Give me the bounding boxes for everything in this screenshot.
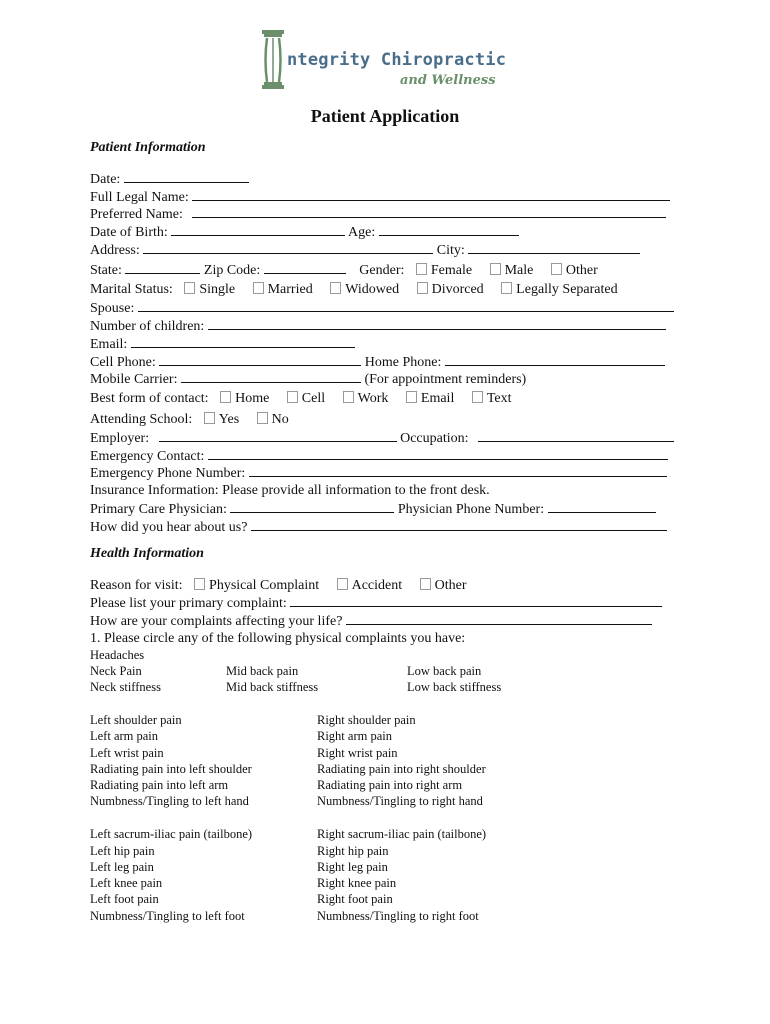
children-row: Number of children: bbox=[90, 317, 682, 335]
complaint-item[interactable]: Right knee pain bbox=[317, 876, 397, 890]
contact-row: Best form of contact: Home Cell Work Email Text bbox=[90, 391, 512, 406]
complaint-item[interactable]: Low back pain bbox=[407, 664, 482, 678]
date-field[interactable] bbox=[124, 170, 249, 183]
gender-male-checkbox[interactable] bbox=[490, 263, 501, 275]
preferred-name-field[interactable] bbox=[192, 205, 666, 218]
dob-row: Date of Birth: Age: bbox=[90, 223, 682, 241]
complaint-item[interactable]: Numbness/Tingling to left foot bbox=[90, 909, 245, 923]
heard-row: How did you hear about us? bbox=[90, 518, 682, 536]
spouse-row: Spouse: bbox=[90, 299, 682, 317]
page-title: Patient Application bbox=[310, 106, 460, 126]
emergency-phone-row: Emergency Phone Number: bbox=[90, 464, 682, 482]
insurance-row: Insurance Information: Please provide all information to the front desk. bbox=[90, 483, 490, 498]
complaint-item[interactable]: Mid back stiffness bbox=[226, 680, 319, 694]
occupation-field[interactable] bbox=[478, 429, 674, 442]
marital-divorced-checkbox[interactable] bbox=[417, 282, 428, 294]
pcp-field[interactable] bbox=[230, 500, 394, 513]
circle-instruction: 1. Please circle any of the following physical complaints you have: bbox=[90, 631, 466, 646]
school-yes-checkbox[interactable] bbox=[204, 412, 215, 424]
complaint-item[interactable]: Left sacrum-iliac pain (tailbone) bbox=[90, 827, 253, 841]
logo-subtitle: and Wellness bbox=[400, 73, 496, 88]
complaint-item[interactable]: Right wrist pain bbox=[317, 746, 398, 760]
visit-physical-checkbox[interactable] bbox=[194, 578, 205, 590]
complaint-item[interactable]: Left knee pain bbox=[90, 876, 163, 890]
complaint-item[interactable]: Left arm pain bbox=[90, 729, 159, 743]
visit-other-checkbox[interactable] bbox=[420, 578, 431, 590]
address-field[interactable] bbox=[143, 241, 433, 254]
complaint-item[interactable]: Left wrist pain bbox=[90, 746, 164, 760]
complaint-item[interactable]: Left hip pain bbox=[90, 844, 155, 858]
physician-phone-field[interactable] bbox=[548, 500, 656, 513]
school-no-checkbox[interactable] bbox=[257, 412, 268, 424]
date-row: Date: bbox=[90, 170, 682, 188]
complaint-item[interactable]: Neck stiffness bbox=[90, 680, 161, 694]
visit-accident-checkbox[interactable] bbox=[337, 578, 348, 590]
school-row: Attending School: Yes No bbox=[90, 412, 289, 427]
contact-email-checkbox[interactable] bbox=[406, 391, 417, 403]
marital-single-checkbox[interactable] bbox=[184, 282, 195, 294]
affecting-row: How are your complaints affecting your life? bbox=[90, 612, 682, 630]
emergency-contact-field[interactable] bbox=[208, 447, 668, 460]
section-patient-information: Patient Information bbox=[90, 140, 206, 155]
gender-female-checkbox[interactable] bbox=[416, 263, 427, 275]
carrier-row: Mobile Carrier: (For appointment reminders) bbox=[90, 372, 527, 387]
contact-text-checkbox[interactable] bbox=[472, 391, 483, 403]
gender-other-checkbox[interactable] bbox=[551, 263, 562, 275]
carrier-field[interactable] bbox=[181, 370, 361, 383]
complaint-item[interactable]: Radiating pain into right shoulder bbox=[317, 762, 486, 776]
preferred-name-row: Preferred Name: bbox=[90, 205, 682, 223]
affecting-field[interactable] bbox=[346, 612, 652, 625]
primary-complaint-field[interactable] bbox=[290, 594, 662, 607]
heard-field[interactable] bbox=[251, 518, 667, 531]
children-field[interactable] bbox=[208, 317, 666, 330]
logo bbox=[260, 28, 520, 92]
complaint-item[interactable]: Low back stiffness bbox=[407, 680, 502, 694]
employer-row: Employer: Occupation: bbox=[90, 429, 682, 447]
zip-field[interactable] bbox=[264, 261, 346, 274]
complaint-item[interactable]: Numbness/Tingling to left hand bbox=[90, 794, 249, 808]
contact-work-checkbox[interactable] bbox=[343, 391, 354, 403]
state-field[interactable] bbox=[125, 261, 200, 274]
marital-widowed-checkbox[interactable] bbox=[330, 282, 341, 294]
logo-name: ntegrity Chiropractic bbox=[287, 50, 507, 70]
complaint-item[interactable]: Left shoulder pain bbox=[90, 713, 182, 727]
emergency-contact-row: Emergency Contact: bbox=[90, 447, 682, 465]
complaint-item[interactable]: Right sacrum-iliac pain (tailbone) bbox=[317, 827, 487, 841]
complaint-item[interactable]: Right shoulder pain bbox=[317, 713, 416, 727]
age-field[interactable] bbox=[379, 223, 519, 236]
complaint-item[interactable]: Mid back pain bbox=[226, 664, 299, 678]
contact-cell-checkbox[interactable] bbox=[287, 391, 298, 403]
reason-row: Reason for visit: Physical Complaint Accident Other bbox=[90, 578, 467, 593]
complaint-item[interactable]: Numbness/Tingling to right hand bbox=[317, 794, 483, 808]
contact-home-checkbox[interactable] bbox=[220, 391, 231, 403]
phone-row: Cell Phone: Home Phone: bbox=[90, 353, 682, 371]
full-name-row: Full Legal Name: bbox=[90, 188, 682, 206]
complaint-item[interactable]: Right hip pain bbox=[317, 844, 389, 858]
marital-married-checkbox[interactable] bbox=[253, 282, 264, 294]
complaint-item[interactable]: Left leg pain bbox=[90, 860, 154, 874]
pillar-icon bbox=[260, 28, 288, 92]
complaint-item[interactable]: Neck Pain bbox=[90, 664, 142, 678]
complaint-item[interactable]: Right leg pain bbox=[317, 860, 388, 874]
email-field[interactable] bbox=[131, 335, 355, 348]
emergency-phone-field[interactable] bbox=[249, 464, 667, 477]
spouse-field[interactable] bbox=[138, 299, 674, 312]
complaint-item[interactable]: Numbness/Tingling to right foot bbox=[317, 909, 479, 923]
physician-row: Primary Care Physician: Physician Phone Number: bbox=[90, 500, 682, 518]
full-name-field[interactable] bbox=[192, 188, 670, 201]
address-row: Address: City: bbox=[90, 241, 682, 259]
complaint-headaches[interactable]: Headaches bbox=[90, 648, 145, 662]
complaint-item[interactable]: Right arm pain bbox=[317, 729, 392, 743]
complaint-item[interactable]: Left foot pain bbox=[90, 892, 159, 906]
complaint-item[interactable]: Right foot pain bbox=[317, 892, 393, 906]
section-health-information: Health Information bbox=[90, 546, 204, 561]
home-phone-field[interactable] bbox=[445, 353, 665, 366]
marital-separated-checkbox[interactable] bbox=[501, 282, 512, 294]
state-row: State: Zip Code: Gender: Female Male Other bbox=[90, 263, 598, 278]
complaint-item[interactable]: Radiating pain into right arm bbox=[317, 778, 463, 792]
city-field[interactable] bbox=[468, 241, 640, 254]
dob-field[interactable] bbox=[171, 223, 345, 236]
primary-complaint-row: Please list your primary complaint: bbox=[90, 594, 682, 612]
marital-row: Marital Status: Single Married Widowed Divorced Legally Separated bbox=[90, 282, 618, 297]
complaint-item[interactable]: Radiating pain into left arm bbox=[90, 778, 229, 792]
complaint-item[interactable]: Radiating pain into left shoulder bbox=[90, 762, 252, 776]
email-row: Email: bbox=[90, 335, 682, 353]
cell-phone-field[interactable] bbox=[159, 353, 361, 366]
employer-field[interactable] bbox=[159, 429, 397, 442]
